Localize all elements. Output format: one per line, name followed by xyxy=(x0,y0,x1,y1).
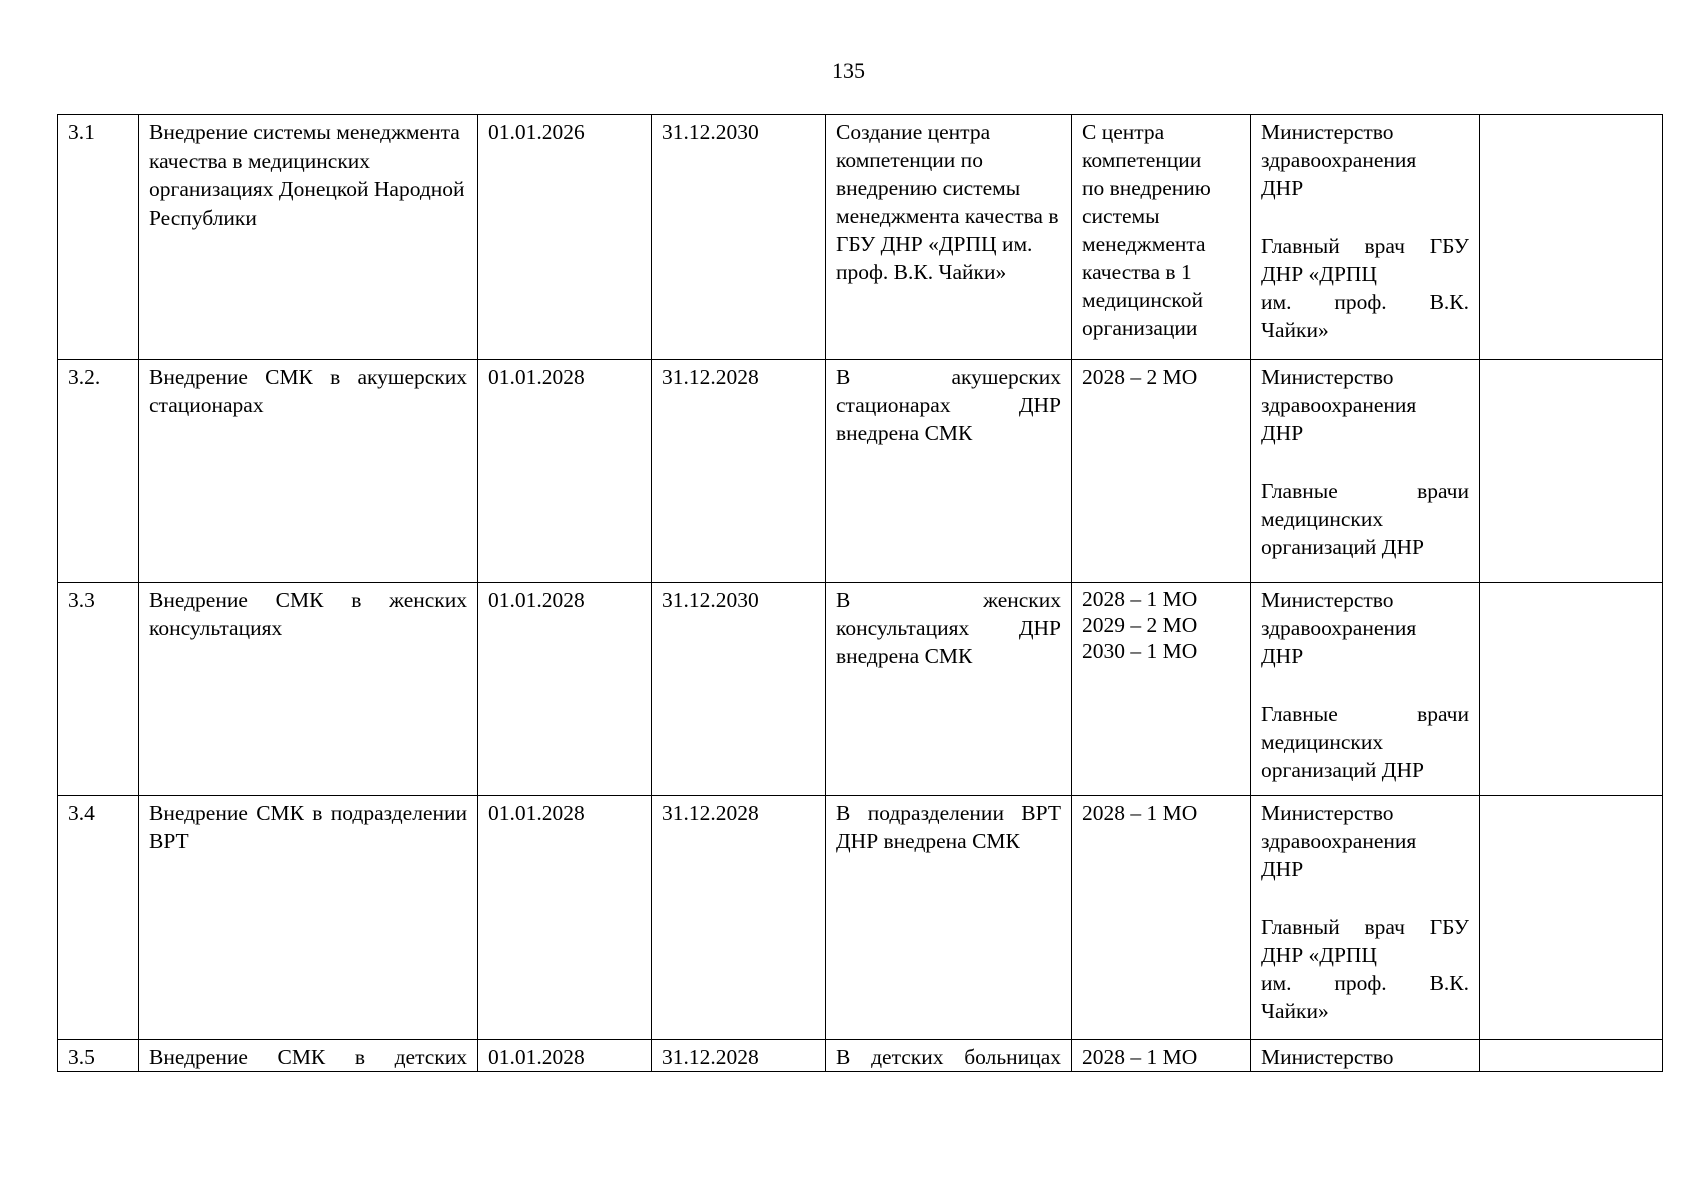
responsible-cell xyxy=(1251,796,1480,1040)
end-date-cell xyxy=(652,1040,826,1072)
responsible-line: здравоохранения xyxy=(1261,393,1417,417)
start-date-cell xyxy=(478,360,652,583)
indicator-line: С центра xyxy=(1082,120,1165,144)
note-cell xyxy=(1480,796,1663,1040)
responsible-line: ДНР «ДРПЦ xyxy=(1261,943,1377,967)
end-date: 31.12.2030 xyxy=(662,120,759,144)
expected-result: В женских консультациях ДНР внедрена СМК xyxy=(836,588,1061,668)
responsible-line: Министерство xyxy=(1261,1045,1394,1069)
start-date-cell xyxy=(478,796,652,1040)
end-date: 31.12.2028 xyxy=(662,801,759,825)
responsible-line: Министерство xyxy=(1261,588,1394,612)
responsible-cell xyxy=(1251,360,1480,583)
responsible-line: ДНР xyxy=(1261,857,1304,881)
end-date: 31.12.2028 xyxy=(662,365,759,389)
responsible-cell xyxy=(1251,1040,1480,1072)
activity-name: Внедрение СМК в акушерских стационарах xyxy=(149,365,467,417)
result-cell xyxy=(826,115,1072,360)
page-number: 135 xyxy=(832,58,865,83)
row-number: 3.2. xyxy=(68,365,101,389)
indicator-line: качества в 1 xyxy=(1082,260,1192,284)
indicator-cell xyxy=(1072,115,1251,360)
result-cell xyxy=(826,796,1072,1040)
start-date-cell xyxy=(478,1040,652,1072)
expected-result: В детских больницах xyxy=(836,1045,1061,1069)
responsible-line: Чайки» xyxy=(1261,999,1329,1023)
row-number: 3.1 xyxy=(68,120,95,144)
responsible-line: им. проф. В.К. xyxy=(1261,290,1469,314)
note-cell xyxy=(1480,1040,1663,1072)
responsible-line: Чайки» xyxy=(1261,318,1329,342)
responsible-cell xyxy=(1251,115,1480,360)
end-date: 31.12.2030 xyxy=(662,588,759,612)
responsible-line: организаций ДНР xyxy=(1261,758,1424,782)
indicator-line: системы xyxy=(1082,204,1160,228)
responsible-line: ДНР «ДРПЦ xyxy=(1261,262,1377,286)
responsible-line: ДНР xyxy=(1261,176,1304,200)
start-date: 01.01.2028 xyxy=(488,1045,585,1069)
responsible-line: Министерство xyxy=(1261,801,1394,825)
row-number: 3.5 xyxy=(68,1045,95,1069)
note-cell xyxy=(1480,583,1663,796)
indicator-line: 2028 – 2 МО xyxy=(1082,365,1198,389)
row-number-cell xyxy=(58,583,139,796)
responsible-line: здравоохранения xyxy=(1261,616,1417,640)
expected-result: В подразделении ВРТ ДНР внедрена СМК xyxy=(836,801,1061,853)
expected-result: Создание центра компетенции по внедрению системы менеджмента качества в ГБУ ДНР «ДРПЦ им. проф. В.К. Чайки» xyxy=(836,120,1059,284)
responsible-line: здравоохранения xyxy=(1261,829,1417,853)
start-date: 01.01.2028 xyxy=(488,365,585,389)
activities-table xyxy=(57,114,1663,1072)
indicator-line: 2028 – 1 МО xyxy=(1082,801,1198,825)
activity-name: Внедрение СМК в женских консультациях xyxy=(149,588,467,640)
indicator-line: по внедрению xyxy=(1082,176,1211,200)
indicator-line: медицинской xyxy=(1082,288,1203,312)
responsible-line: Главные врачи xyxy=(1261,702,1469,726)
indicator-line: 2028 – 1 МО xyxy=(1082,1045,1198,1069)
table-row xyxy=(58,583,1663,796)
responsible-line: здравоохранения xyxy=(1261,148,1417,172)
responsible-line: медицинских xyxy=(1261,730,1384,754)
row-number: 3.3 xyxy=(68,588,95,612)
indicator-cell xyxy=(1072,583,1251,796)
activity-name-cell xyxy=(139,796,478,1040)
start-date-cell xyxy=(478,583,652,796)
indicator-cell xyxy=(1072,796,1251,1040)
indicator-line: менеджмента xyxy=(1082,232,1206,256)
activity-name-cell xyxy=(139,360,478,583)
responsible-line: Главный врач ГБУ xyxy=(1261,915,1469,939)
end-date-cell xyxy=(652,583,826,796)
indicator-line: компетенции xyxy=(1082,148,1202,172)
responsible-line: ДНР xyxy=(1261,421,1304,445)
row-number-cell xyxy=(58,1040,139,1072)
row-number-cell xyxy=(58,360,139,583)
activity-name: Внедрение СМК в подразделении ВРТ xyxy=(149,801,467,853)
activity-name-cell xyxy=(139,583,478,796)
row-number: 3.4 xyxy=(68,801,95,825)
activity-name: Внедрение СМК в детских xyxy=(149,1045,467,1069)
indicator-line: организации xyxy=(1082,316,1198,340)
end-date-cell xyxy=(652,115,826,360)
table-row xyxy=(58,1040,1663,1072)
row-number-cell xyxy=(58,796,139,1040)
activity-name-cell xyxy=(139,1040,478,1072)
result-cell xyxy=(826,583,1072,796)
table-row xyxy=(58,360,1663,583)
responsible-cell xyxy=(1251,583,1480,796)
result-cell xyxy=(826,360,1072,583)
responsible-line: Главный врач ГБУ xyxy=(1261,234,1469,258)
activity-name: Внедрение системы менеджмента качества в медицинских организациях Донецкой Народной Республики xyxy=(149,120,465,230)
start-date: 01.01.2026 xyxy=(488,120,585,144)
indicator-line: 2030 – 1 МО xyxy=(1082,639,1198,663)
responsible-line: им. проф. В.К. xyxy=(1261,971,1469,995)
indicator-cell xyxy=(1072,1040,1251,1072)
responsible-line: Министерство xyxy=(1261,120,1394,144)
end-date-cell xyxy=(652,796,826,1040)
responsible-line: медицинских xyxy=(1261,507,1384,531)
indicator-line: 2029 – 2 МО xyxy=(1082,613,1198,637)
responsible-line: ДНР xyxy=(1261,644,1304,668)
responsible-line: организаций ДНР xyxy=(1261,535,1424,559)
responsible-line: Министерство xyxy=(1261,365,1394,389)
note-cell xyxy=(1480,360,1663,583)
indicator-line: 2028 – 1 МО xyxy=(1082,587,1198,611)
activity-name-cell xyxy=(139,115,478,360)
table-row xyxy=(58,115,1663,360)
end-date: 31.12.2028 xyxy=(662,1045,759,1069)
end-date-cell xyxy=(652,360,826,583)
note-cell xyxy=(1480,115,1663,360)
result-cell xyxy=(826,1040,1072,1072)
expected-result: В акушерских стационарах ДНР внедрена СМК xyxy=(836,365,1061,445)
row-number-cell xyxy=(58,115,139,360)
start-date-cell xyxy=(478,115,652,360)
start-date: 01.01.2028 xyxy=(488,801,585,825)
start-date: 01.01.2028 xyxy=(488,588,585,612)
indicator-cell xyxy=(1072,360,1251,583)
table-row xyxy=(58,796,1663,1040)
responsible-line: Главные врачи xyxy=(1261,479,1469,503)
